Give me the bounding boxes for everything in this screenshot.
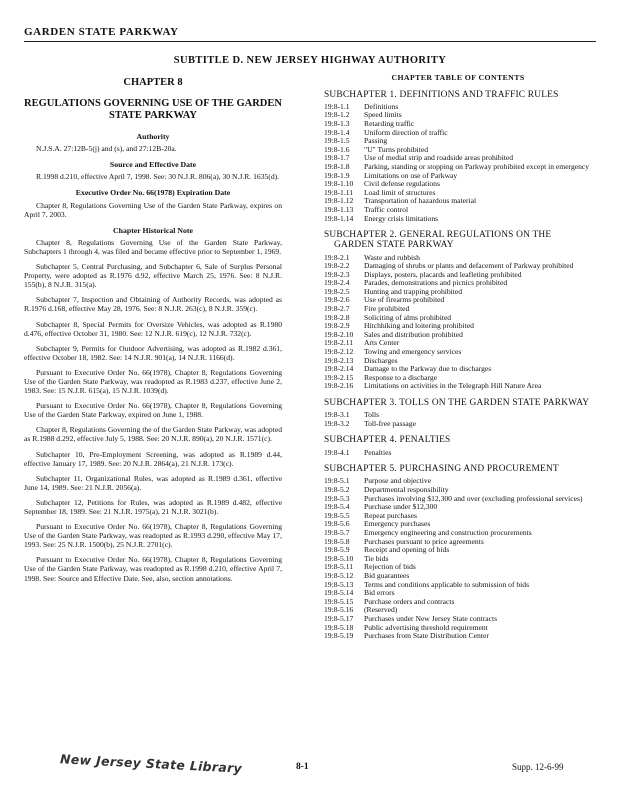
history-paragraph: Chapter 8, Regulations Governing the of the Garden State Parkway, was adopted as R.1988 d.292, effective July 5, 1988. See: 20 N.J.R. 890(a), 20 N.J.R. 1571(c). <box>24 425 282 444</box>
section-title: Purpose and objective <box>364 476 432 486</box>
supplement-date: Supp. 12-6-99 <box>512 762 564 772</box>
section-number: 19:8-5.17 <box>324 613 354 623</box>
section-number: 19:8-1.12 <box>324 196 354 206</box>
section-title: Civil defense regulations <box>364 179 440 189</box>
section-title: Discharges <box>364 355 398 365</box>
section-number: 19:8-5.11 <box>324 562 354 572</box>
section-number: 19:8-1.11 <box>324 187 354 197</box>
toc-entry <box>324 420 592 429</box>
section-number: 19:8-2.16 <box>324 381 354 391</box>
section-title: Energy crisis limitations <box>364 213 439 223</box>
section-title: Rejection of bids <box>364 562 416 572</box>
section-title: Damage to the Parkway due to discharges <box>364 364 492 374</box>
history-paragraph: Subchapter 5, Central Purchasing, and Subchapter 6, Sale of Surplus Personal Property, were adopted as R.1976 d.92, effective March 25, 1976. See: 8 N.J.R. 155(b), 8 N.J.R. 315(a). <box>24 262 282 290</box>
section-number: 19:8-2.4 <box>324 278 350 288</box>
section-number: 19:8-2.2 <box>324 261 350 271</box>
section-title: Towing and emergency services <box>364 347 462 357</box>
section-title: Repeat purchases <box>364 510 417 520</box>
section-number: 19:8-2.1 <box>324 252 350 262</box>
toc-body <box>324 90 592 641</box>
section-title: Use of firearms prohibited <box>364 295 445 305</box>
section-number: 19:8-2.14 <box>324 364 354 374</box>
history-paragraph: Subchapter 8, Special Permits for Oversize Vehicles, was adopted as R.1980 d.476, effective October 31, 1980. See: 12 N.J.R. 619(c), 12 N.J.R. 732(c). <box>24 319 282 338</box>
section-number: 19:8-3.1 <box>324 410 350 420</box>
section-number: 19:8-5.16 <box>324 605 354 615</box>
section-title: Purchases under New Jersey State contracts <box>364 613 498 623</box>
section-number: 19:8-1.8 <box>324 161 350 171</box>
section-title: Purchases pursuant to price agreements <box>364 536 484 546</box>
history-notes <box>24 238 282 583</box>
subchapter-heading: SUBCHAPTER 5. PURCHASING AND PROCUREMENT <box>324 464 559 475</box>
section-number: 19:8-5.10 <box>324 553 354 563</box>
section-number: 19:8-5.9 <box>324 545 350 555</box>
section-number: 19:8-5.3 <box>324 493 350 503</box>
authority-heading: Authority <box>136 132 170 142</box>
section-number: 19:8-2.15 <box>324 372 354 382</box>
section-title: Speed limits <box>364 110 402 120</box>
chapter-title: REGULATIONS GOVERNING USE OF THE GARDEN STATE PARKWAY <box>24 98 282 122</box>
toc-entry <box>324 382 592 391</box>
section-number: 19:8-4.1 <box>324 447 350 457</box>
source-text: R.1998 d.210, effective April 7, 1998. See: 30 N.J.R. 806(a), 30 N.J.R. 1635(d). <box>36 172 280 182</box>
section-title: Parades, demonstrations and picnics prohibited <box>364 278 508 288</box>
table-of-contents <box>324 72 592 641</box>
chapter-heading: CHAPTER 8 <box>123 77 183 88</box>
section-number: 19:8-1.7 <box>324 153 350 163</box>
section-title: "U" Turns prohibited <box>364 144 429 154</box>
subchapter-heading: SUBCHAPTER 3. TOLLS ON THE GARDEN STATE PARKWAY <box>324 398 590 409</box>
section-number: 19:8-2.5 <box>324 286 350 296</box>
history-paragraph: Pursuant to Executive Order No. 66(1978), Chapter 8, Regulations Governing Use of the Garden State Parkway, was readopted as R.1998 d.210, effective April 7, 1998. See: Source and Effective Date. See, also, section annotations. <box>24 555 282 583</box>
section-number: 19:8-2.6 <box>324 295 350 305</box>
section-number: 19:8-5.1 <box>324 476 350 486</box>
section-title: Limitations on activities in the Telegraph Hill Nature Area <box>364 381 542 391</box>
section-title: Hunting and trapping prohibited <box>364 286 463 296</box>
toc-entry <box>324 449 592 458</box>
section-number: 19:8-2.12 <box>324 347 354 357</box>
section-number: 19:8-1.4 <box>324 127 350 137</box>
section-number: 19:8-5.4 <box>324 502 350 512</box>
section-number: 19:8-5.5 <box>324 510 350 520</box>
section-title: Tie bids <box>364 553 389 563</box>
section-number: 19:8-2.7 <box>324 304 350 314</box>
section-title: Response to a discharge <box>364 372 438 382</box>
section-number: 19:8-1.13 <box>324 204 354 214</box>
section-title: Use of medial strip and roadside areas prohibited <box>364 153 514 163</box>
section-number: 19:8-3.2 <box>324 418 350 428</box>
library-stamp: New Jersey State Library <box>59 751 243 776</box>
history-paragraph: Subchapter 9, Permits for Outdoor Advertising, was adopted as R.1982 d.361, effective October 18, 1982. See: 14 N.J.R. 901(a), 14 N.J.R. 1166(d). <box>24 343 282 362</box>
section-title: Toll-free passage <box>364 418 416 428</box>
section-title: (Reserved) <box>364 605 398 615</box>
history-paragraph: Subchapter 10, Pre-Employment Screening, was adopted as R.1989 d.44, effective January 17, 1989. See: 20 N.J.R. 2864(a), 21 N.J.R. 173(c). <box>24 449 282 468</box>
section-title: Damaging of shrubs or plants and defacement of Parkway prohibited <box>364 261 574 271</box>
section-number: 19:8-2.13 <box>324 355 354 365</box>
source-heading: Source and Effective Date <box>109 160 197 170</box>
expiration-text: Chapter 8, Regulations Governing Use of the Garden State Parkway, expires on April 7, 2003. <box>24 200 282 219</box>
section-number: 19:8-2.8 <box>324 312 350 322</box>
section-title: Limitations on use of Parkway <box>364 170 458 180</box>
section-title: Load limit of structures <box>364 187 436 197</box>
section-title: Emergency engineering and construction procurements <box>364 527 532 537</box>
subtitle-heading: SUBTITLE D. NEW JERSEY HIGHWAY AUTHORITY <box>173 55 447 66</box>
section-title: Soliciting of alms prohibited <box>364 312 452 322</box>
section-title: Sales and distribution prohibited <box>364 329 463 339</box>
history-paragraph: Pursuant to Executive Order No. 66(1978), Chapter 8, Regulations Governing Use of the Garden State Parkway, was readopted as R.1993 d.290, effective May 17, 1993. See: 25 N.J.R. 1500(b), 25 N.J.R. 2701(c). <box>24 522 282 550</box>
section-number: 19:8-2.10 <box>324 329 354 339</box>
toc-entry <box>324 215 592 224</box>
section-title: Penalties <box>364 447 392 457</box>
section-number: 19:8-1.5 <box>324 136 350 146</box>
section-title: Emergency purchases <box>364 519 431 529</box>
history-paragraph: Pursuant to Executive Order No. 66(1978), Chapter 8, Regulations Governing Use of the Garden State Parkway, expired on June 1, 1988. <box>24 401 282 420</box>
section-number: 19:8-5.7 <box>324 527 350 537</box>
history-paragraph: Subchapter 11, Organizational Rules, was adopted as R.1989 d.361, effective June 14, 1989. See: 21 N.J.R. 2056(a). <box>24 473 282 492</box>
section-number: 19:8-1.3 <box>324 118 350 128</box>
section-title: Hitchhiking and loitering prohibited <box>364 321 474 331</box>
section-number: 19:8-5.15 <box>324 596 354 606</box>
section-number: 19:8-2.9 <box>324 321 350 331</box>
subchapter-heading: SUBCHAPTER 1. DEFINITIONS AND TRAFFIC RULES <box>324 89 559 100</box>
section-title: Receipt and opening of bids <box>364 545 450 555</box>
section-title: Arts Center <box>364 338 400 348</box>
section-number: 19:8-1.6 <box>324 144 350 154</box>
history-paragraph: Pursuant to Executive Order No. 66(1978), Chapter 8, Regulations Governing Use of the Garden State Parkway, was readopted as R.1983 d.237, effective June 2, 1983. See: 15 N.J.R. 615(a), 15 N.J.R. 1039(d). <box>24 367 282 396</box>
section-title: Fire prohibited <box>364 304 410 314</box>
section-number: 19:8-5.12 <box>324 570 354 580</box>
section-title: Uniform direction of traffic <box>364 127 448 137</box>
section-title: Terms and conditions applicable to submission of bids <box>364 579 530 589</box>
section-number: 19:8-5.8 <box>324 536 350 546</box>
section-title: Definitions <box>364 101 399 111</box>
section-title: Transportation of hazardous material <box>364 196 477 206</box>
section-number: 19:8-5.14 <box>324 588 354 598</box>
section-number: 19:8-1.9 <box>324 170 350 180</box>
section-title: Public advertising threshold requirement <box>364 622 488 632</box>
left-column <box>24 72 282 589</box>
running-head: GARDEN STATE PARKWAY <box>24 26 596 42</box>
section-title: Tolls <box>364 410 380 420</box>
section-title: Traffic control <box>364 204 409 214</box>
history-paragraph: Subchapter 7, Inspection and Obtaining of Authority Records, was adopted as R.1976 d.168, effective May 28, 1976. See: 8 N.J.R. 263(c), 8 N.J.R. 359(c). <box>24 295 282 314</box>
section-number: 19:8-2.3 <box>324 269 350 279</box>
section-title: Departmental responsibility <box>364 485 449 494</box>
expiration-heading: Executive Order No. 66(1978) Expiration Date <box>75 188 231 198</box>
section-number: 19:8-5.19 <box>324 631 354 641</box>
section-number: 19:8-1.1 <box>324 101 350 111</box>
section-title: Purchase under $12,300 <box>364 502 438 512</box>
section-title: Displays, posters, placards and leafleting prohibited <box>364 269 522 279</box>
history-paragraph: Subchapter 12, Petitions for Rules, was adopted as R.1989 d.482, effective September 18, 1989. See: 21 N.J.R. 1975(a), 21 N.J.R. 3021(b). <box>24 497 282 516</box>
section-title: Parking, standing or stopping on Parkway prohibited except in emergency <box>364 161 590 171</box>
subchapter-heading: SUBCHAPTER 4. PENALTIES <box>324 435 451 446</box>
section-title: Bid guarantees <box>364 570 410 580</box>
section-title: Purchase orders and contracts <box>364 596 455 606</box>
section-number: 19:8-1.10 <box>324 179 354 189</box>
history-heading: Chapter Historical Note <box>113 225 193 235</box>
section-title: Purchases involving $12,300 and over (excluding professional services) <box>364 493 583 503</box>
history-paragraph: Chapter 8, Regulations Governing Use of the Garden State Parkway, Subchapters 1 through 4, was filed and became effective prior to September 1, 1969. <box>24 237 282 256</box>
section-number: 19:8-5.18 <box>324 622 354 632</box>
authority-text: N.J.S.A. 27:12B-5(j) and (s), and 27:12B-20a. <box>36 144 177 154</box>
section-title: Passing <box>364 136 388 146</box>
section-title: Purchases from State Distribution Center <box>364 631 489 641</box>
toc-heading: CHAPTER TABLE OF CONTENTS <box>391 73 525 82</box>
section-number: 19:8-5.13 <box>324 579 354 589</box>
section-title: Bid errors <box>364 588 395 598</box>
section-number: 19:8-5.2 <box>324 485 350 494</box>
section-number: 19:8-1.2 <box>324 110 350 120</box>
section-number: 19:8-1.14 <box>324 213 354 223</box>
section-title: Waste and rubbish <box>364 252 420 262</box>
subchapter-heading: SUBCHAPTER 2. GENERAL REGULATIONS ON THE GARDEN STATE PARKWAY <box>324 230 552 251</box>
toc-entry <box>324 632 592 641</box>
section-number: 19:8-5.6 <box>324 519 350 529</box>
section-number: 19:8-2.11 <box>324 338 354 348</box>
page-number: 8-1 <box>296 762 309 772</box>
section-title: Retarding traffic <box>364 118 415 128</box>
